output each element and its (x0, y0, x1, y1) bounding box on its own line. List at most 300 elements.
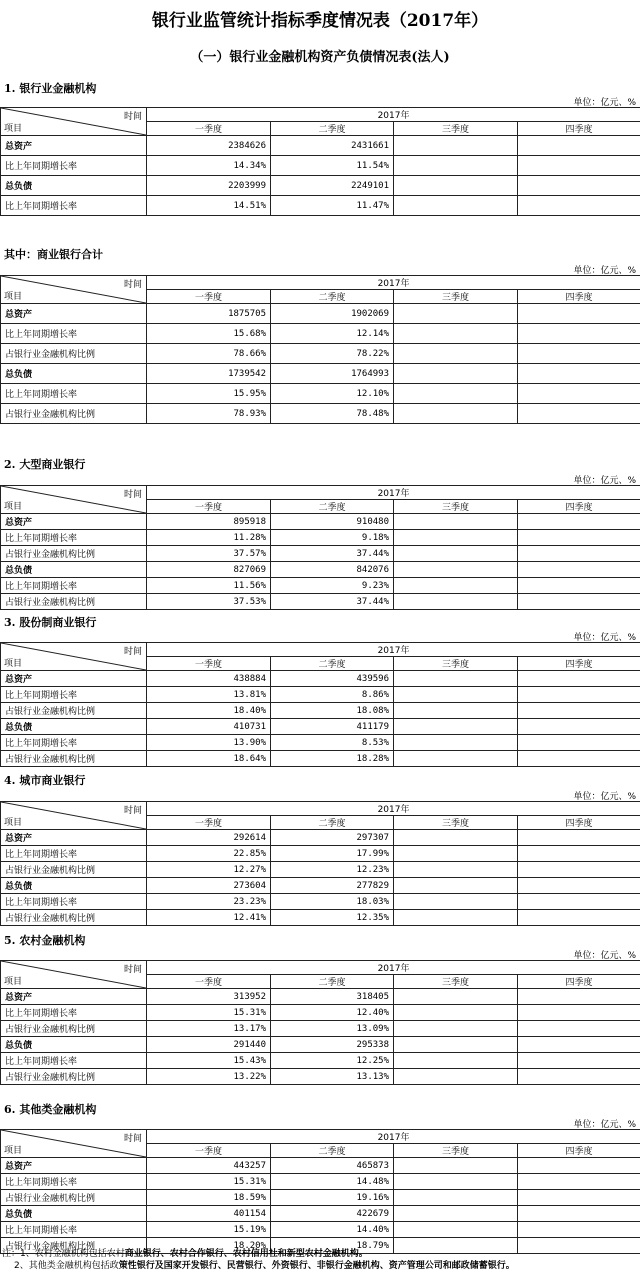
cell-q4 (518, 530, 640, 546)
cell-q3 (394, 364, 518, 384)
cell-q3 (394, 1174, 518, 1190)
table-row (1, 862, 640, 878)
header-diagonal-cell (1, 961, 147, 989)
unit-label: 单位：亿元、% (573, 1120, 636, 1130)
balance-table (0, 642, 640, 767)
cell-q4 (518, 1158, 640, 1174)
row-label: 占银行业金融机构比例 (1, 862, 147, 878)
quarter-header: 四季度 (518, 657, 640, 671)
cell-q2: 8.86% (271, 687, 394, 703)
row-label: 比上年同期增长率 (1, 894, 147, 910)
row-label: 比上年同期增长率 (1, 846, 147, 862)
cell-q4 (518, 1037, 640, 1053)
cell-q2: 18.28% (271, 751, 394, 767)
row-label: 占银行业金融机构比例 (1, 1238, 147, 1254)
cell-q1: 18.40% (147, 703, 271, 719)
table-row (1, 344, 640, 364)
cell-q3 (394, 578, 518, 594)
cell-q2: 12.40% (271, 1005, 394, 1021)
row-label: 比上年同期增长率 (1, 384, 147, 404)
row-label: 占银行业金融机构比例 (1, 1021, 147, 1037)
unit-label: 单位：亿元、% (573, 266, 636, 276)
cell-q2: 295338 (271, 1037, 394, 1053)
cell-q4 (518, 735, 640, 751)
cell-q1: 15.43% (147, 1053, 271, 1069)
cell-q2: 12.35% (271, 910, 394, 926)
cell-q3 (394, 1190, 518, 1206)
cell-q3 (394, 703, 518, 719)
row-label: 比上年同期增长率 (1, 1053, 147, 1069)
balance-table (0, 960, 640, 1085)
cell-q2: 1902069 (271, 304, 394, 324)
time-header: 时间 (123, 1134, 142, 1144)
quarter-header: 三季度 (394, 816, 518, 830)
row-label: 总资产 (1, 304, 147, 324)
year-header: 2017年 (147, 276, 640, 290)
cell-q4 (518, 1222, 640, 1238)
quarter-header: 三季度 (394, 657, 518, 671)
quarter-header: 三季度 (394, 1144, 518, 1158)
item-header: 项目 (4, 292, 23, 302)
cell-q3 (394, 735, 518, 751)
cell-q1: 313952 (147, 989, 271, 1005)
cell-q3 (394, 751, 518, 767)
quarter-header: 二季度 (271, 975, 394, 989)
cell-q4 (518, 546, 640, 562)
cell-q2: 14.48% (271, 1174, 394, 1190)
cell-q3 (394, 546, 518, 562)
cell-q1: 291440 (147, 1037, 271, 1053)
quarter-header: 三季度 (394, 290, 518, 304)
quarter-header: 一季度 (147, 500, 271, 514)
cell-q1: 292614 (147, 830, 271, 846)
cell-q1: 14.51% (147, 196, 271, 216)
page-title: 银行业监管统计指标季度情况表（2017年） (151, 11, 489, 31)
cell-q2: 19.16% (271, 1190, 394, 1206)
table-row (1, 1158, 640, 1174)
row-label: 占银行业金融机构比例 (1, 751, 147, 767)
cell-q3 (394, 514, 518, 530)
cell-q4 (518, 364, 640, 384)
table-row (1, 156, 640, 176)
item-header: 项目 (4, 124, 23, 134)
cell-q3 (394, 1005, 518, 1021)
cell-q2: 297307 (271, 830, 394, 846)
row-label: 总负债 (1, 176, 147, 196)
table-row (1, 687, 640, 703)
cell-q2: 411179 (271, 719, 394, 735)
cell-q1: 18.64% (147, 751, 271, 767)
row-label: 总资产 (1, 514, 147, 530)
cell-q3 (394, 862, 518, 878)
cell-q3 (394, 136, 518, 156)
row-label: 总负债 (1, 364, 147, 384)
row-label: 比上年同期增长率 (1, 324, 147, 344)
quarter-header: 四季度 (518, 290, 640, 304)
item-header: 项目 (4, 1146, 23, 1156)
cell-q3 (394, 1069, 518, 1085)
cell-q2: 465873 (271, 1158, 394, 1174)
cell-q1: 18.20% (147, 1238, 271, 1254)
cell-q2: 18.79% (271, 1238, 394, 1254)
header-diagonal-cell (1, 108, 147, 136)
row-label: 比上年同期增长率 (1, 687, 147, 703)
cell-q1: 438884 (147, 671, 271, 687)
note-prefix: 注： (2, 1249, 21, 1259)
table-row (1, 196, 640, 216)
table-row (1, 894, 640, 910)
cell-q1: 14.34% (147, 156, 271, 176)
table-row (1, 1053, 640, 1069)
cell-q2: 13.13% (271, 1069, 394, 1085)
table-row (1, 594, 640, 610)
table-row (1, 578, 640, 594)
cell-q3 (394, 846, 518, 862)
cell-q4 (518, 404, 640, 424)
cell-q3 (394, 404, 518, 424)
item-header: 项目 (4, 977, 23, 987)
row-label: 总负债 (1, 1037, 147, 1053)
cell-q3 (394, 344, 518, 364)
footnotes (2, 1248, 515, 1272)
cell-q4 (518, 156, 640, 176)
table-row (1, 384, 640, 404)
table-row (1, 404, 640, 424)
quarter-header: 一季度 (147, 290, 271, 304)
cell-q1: 12.27% (147, 862, 271, 878)
cell-q3 (394, 1037, 518, 1053)
item-header: 项目 (4, 818, 23, 828)
table-row (1, 1222, 640, 1238)
cell-q1: 18.59% (147, 1190, 271, 1206)
cell-q1: 13.17% (147, 1021, 271, 1037)
section-title: 6. 其他类金融机构 (4, 1103, 97, 1116)
table-row (1, 1037, 640, 1053)
table-row (1, 514, 640, 530)
cell-q4 (518, 671, 640, 687)
section-title: 其中：商业银行合计 (4, 248, 103, 261)
cell-q2: 2431661 (271, 136, 394, 156)
section-title: 2. 大型商业银行 (4, 458, 86, 471)
cell-q2: 9.23% (271, 578, 394, 594)
table-row (1, 1174, 640, 1190)
table-row (1, 878, 640, 894)
quarter-header: 四季度 (518, 816, 640, 830)
cell-q1: 1875705 (147, 304, 271, 324)
cell-q1: 37.57% (147, 546, 271, 562)
cell-q3 (394, 1222, 518, 1238)
table-row (1, 364, 640, 384)
unit-label: 单位：亿元、% (573, 792, 636, 802)
cell-q4 (518, 514, 640, 530)
cell-q1: 13.22% (147, 1069, 271, 1085)
quarter-header: 二季度 (271, 500, 394, 514)
page-subtitle: （一）银行业金融机构资产负债情况表(法人) (190, 50, 450, 65)
year-header: 2017年 (147, 643, 640, 657)
cell-q2: 12.14% (271, 324, 394, 344)
cell-q2: 18.08% (271, 703, 394, 719)
row-label: 占银行业金融机构比例 (1, 404, 147, 424)
section-title: 3. 股份制商业银行 (4, 616, 97, 629)
balance-table (0, 801, 640, 926)
cell-q4 (518, 878, 640, 894)
cell-q1: 15.31% (147, 1174, 271, 1190)
item-header: 项目 (4, 659, 23, 669)
header-diagonal-cell (1, 486, 147, 514)
cell-q3 (394, 671, 518, 687)
cell-q3 (394, 324, 518, 344)
cell-q3 (394, 530, 518, 546)
row-label: 占银行业金融机构比例 (1, 910, 147, 926)
cell-q4 (518, 1190, 640, 1206)
quarter-header: 三季度 (394, 500, 518, 514)
table-row (1, 719, 640, 735)
year-header: 2017年 (147, 108, 640, 122)
cell-q4 (518, 830, 640, 846)
row-label: 比上年同期增长率 (1, 1174, 147, 1190)
cell-q4 (518, 719, 640, 735)
row-label: 比上年同期增长率 (1, 1222, 147, 1238)
cell-q2: 78.22% (271, 344, 394, 364)
time-header: 时间 (123, 490, 142, 500)
cell-q2: 439596 (271, 671, 394, 687)
table-row (1, 1021, 640, 1037)
cell-q4 (518, 687, 640, 703)
section-title: 4. 城市商业银行 (4, 774, 86, 787)
cell-q1: 11.28% (147, 530, 271, 546)
time-header: 时间 (123, 965, 142, 975)
cell-q1: 410731 (147, 719, 271, 735)
row-label: 占银行业金融机构比例 (1, 1069, 147, 1085)
footnote-2: 2、其他类金融机构包括政策性银行及国家开发银行、民营银行、外资银行、非银行金融机构、资产管理公司和邮政储蓄银行。 (14, 1261, 515, 1271)
table-row (1, 304, 640, 324)
quarter-header: 一季度 (147, 122, 271, 136)
row-label: 占银行业金融机构比例 (1, 1190, 147, 1206)
cell-q1: 78.93% (147, 404, 271, 424)
cell-q4 (518, 846, 640, 862)
cell-q4 (518, 176, 640, 196)
cell-q2: 1764993 (271, 364, 394, 384)
cell-q4 (518, 1238, 640, 1254)
table-row (1, 671, 640, 687)
cell-q1: 2203999 (147, 176, 271, 196)
cell-q3 (394, 384, 518, 404)
cell-q3 (394, 1021, 518, 1037)
cell-q1: 15.31% (147, 1005, 271, 1021)
cell-q2: 910480 (271, 514, 394, 530)
cell-q2: 422679 (271, 1206, 394, 1222)
table-row (1, 830, 640, 846)
cell-q1: 13.81% (147, 687, 271, 703)
cell-q2: 37.44% (271, 594, 394, 610)
cell-q1: 22.85% (147, 846, 271, 862)
row-label: 比上年同期增长率 (1, 530, 147, 546)
year-header: 2017年 (147, 961, 640, 975)
cell-q2: 18.03% (271, 894, 394, 910)
cell-q1: 443257 (147, 1158, 271, 1174)
row-label: 比上年同期增长率 (1, 1005, 147, 1021)
table-row (1, 136, 640, 156)
cell-q1: 15.68% (147, 324, 271, 344)
cell-q2: 12.10% (271, 384, 394, 404)
cell-q2: 12.25% (271, 1053, 394, 1069)
quarter-header: 二季度 (271, 122, 394, 136)
cell-q3 (394, 1206, 518, 1222)
unit-label: 单位：亿元、% (573, 476, 636, 486)
row-label: 总负债 (1, 719, 147, 735)
cell-q1: 13.90% (147, 735, 271, 751)
cell-q2: 11.54% (271, 156, 394, 176)
cell-q3 (394, 594, 518, 610)
cell-q4 (518, 196, 640, 216)
cell-q4 (518, 1206, 640, 1222)
balance-table (0, 485, 640, 610)
row-label: 总负债 (1, 878, 147, 894)
table-row (1, 1190, 640, 1206)
row-label: 总资产 (1, 1158, 147, 1174)
cell-q1: 78.66% (147, 344, 271, 364)
table-row (1, 546, 640, 562)
cell-q4 (518, 703, 640, 719)
cell-q2: 11.47% (271, 196, 394, 216)
cell-q1: 11.56% (147, 578, 271, 594)
table-row (1, 1206, 640, 1222)
table-row (1, 910, 640, 926)
quarter-header: 二季度 (271, 1144, 394, 1158)
quarter-header: 一季度 (147, 1144, 271, 1158)
cell-q2: 13.09% (271, 1021, 394, 1037)
time-header: 时间 (123, 280, 142, 290)
cell-q3 (394, 910, 518, 926)
year-header: 2017年 (147, 1130, 640, 1144)
quarter-header: 四季度 (518, 500, 640, 514)
cell-q3 (394, 894, 518, 910)
cell-q3 (394, 156, 518, 176)
cell-q4 (518, 304, 640, 324)
quarter-header: 一季度 (147, 975, 271, 989)
time-header: 时间 (123, 112, 142, 122)
cell-q4 (518, 594, 640, 610)
unit-label: 单位：亿元、% (573, 98, 636, 108)
cell-q4 (518, 384, 640, 404)
header-diagonal-cell (1, 802, 147, 830)
cell-q1: 895918 (147, 514, 271, 530)
cell-q4 (518, 1005, 640, 1021)
balance-table (0, 107, 640, 216)
quarter-header: 二季度 (271, 657, 394, 671)
cell-q4 (518, 910, 640, 926)
cell-q4 (518, 1069, 640, 1085)
cell-q3 (394, 196, 518, 216)
quarter-header: 四季度 (518, 1144, 640, 1158)
cell-q1: 37.53% (147, 594, 271, 610)
table-row (1, 324, 640, 344)
row-label: 总资产 (1, 830, 147, 846)
footnote-1: 注：1、农村金融机构包括农村商业银行、农村合作银行、农村信用社和新型农村金融机构。 (2, 1249, 368, 1259)
row-label: 比上年同期增长率 (1, 156, 147, 176)
header-diagonal-cell (1, 643, 147, 671)
row-label: 占银行业金融机构比例 (1, 344, 147, 364)
cell-q1: 273604 (147, 878, 271, 894)
cell-q4 (518, 136, 640, 156)
cell-q1: 23.23% (147, 894, 271, 910)
cell-q2: 78.48% (271, 404, 394, 424)
cell-q2: 842076 (271, 562, 394, 578)
cell-q2: 37.44% (271, 546, 394, 562)
quarter-header: 一季度 (147, 816, 271, 830)
item-header: 项目 (4, 502, 23, 512)
row-label: 比上年同期增长率 (1, 578, 147, 594)
table-row (1, 1005, 640, 1021)
row-label: 占银行业金融机构比例 (1, 594, 147, 610)
row-label: 总资产 (1, 136, 147, 156)
quarter-header: 四季度 (518, 975, 640, 989)
cell-q3 (394, 989, 518, 1005)
cell-q3 (394, 176, 518, 196)
table-row (1, 846, 640, 862)
unit-label: 单位：亿元、% (573, 633, 636, 643)
quarter-header: 二季度 (271, 290, 394, 304)
cell-q4 (518, 894, 640, 910)
cell-q1: 401154 (147, 1206, 271, 1222)
cell-q3 (394, 830, 518, 846)
section-title: 1. 银行业金融机构 (4, 82, 97, 95)
cell-q2: 2249101 (271, 176, 394, 196)
quarter-header: 三季度 (394, 122, 518, 136)
year-header: 2017年 (147, 486, 640, 500)
table-row (1, 751, 640, 767)
row-label: 占银行业金融机构比例 (1, 546, 147, 562)
time-header: 时间 (123, 647, 142, 657)
row-label: 比上年同期增长率 (1, 735, 147, 751)
cell-q4 (518, 1174, 640, 1190)
cell-q1: 2384626 (147, 136, 271, 156)
cell-q1: 15.95% (147, 384, 271, 404)
row-label: 比上年同期增长率 (1, 196, 147, 216)
cell-q2: 12.23% (271, 862, 394, 878)
table-row (1, 1069, 640, 1085)
balance-table (0, 1129, 640, 1254)
cell-q2: 277829 (271, 878, 394, 894)
cell-q3 (394, 719, 518, 735)
cell-q3 (394, 562, 518, 578)
cell-q3 (394, 1158, 518, 1174)
cell-q1: 827069 (147, 562, 271, 578)
cell-q4 (518, 862, 640, 878)
unit-label: 单位：亿元、% (573, 951, 636, 961)
cell-q2: 8.53% (271, 735, 394, 751)
cell-q3 (394, 687, 518, 703)
cell-q4 (518, 344, 640, 364)
row-label: 总负债 (1, 562, 147, 578)
cell-q1: 15.19% (147, 1222, 271, 1238)
cell-q1: 1739542 (147, 364, 271, 384)
cell-q4 (518, 578, 640, 594)
section-title: 5. 农村金融机构 (4, 934, 86, 947)
cell-q2: 14.40% (271, 1222, 394, 1238)
table-row (1, 703, 640, 719)
header-diagonal-cell (1, 1130, 147, 1158)
cell-q2: 17.99% (271, 846, 394, 862)
table-row (1, 989, 640, 1005)
cell-q4 (518, 751, 640, 767)
row-label: 总资产 (1, 989, 147, 1005)
cell-q3 (394, 878, 518, 894)
row-label: 总资产 (1, 671, 147, 687)
cell-q1: 12.41% (147, 910, 271, 926)
cell-q4 (518, 324, 640, 344)
cell-q4 (518, 1021, 640, 1037)
